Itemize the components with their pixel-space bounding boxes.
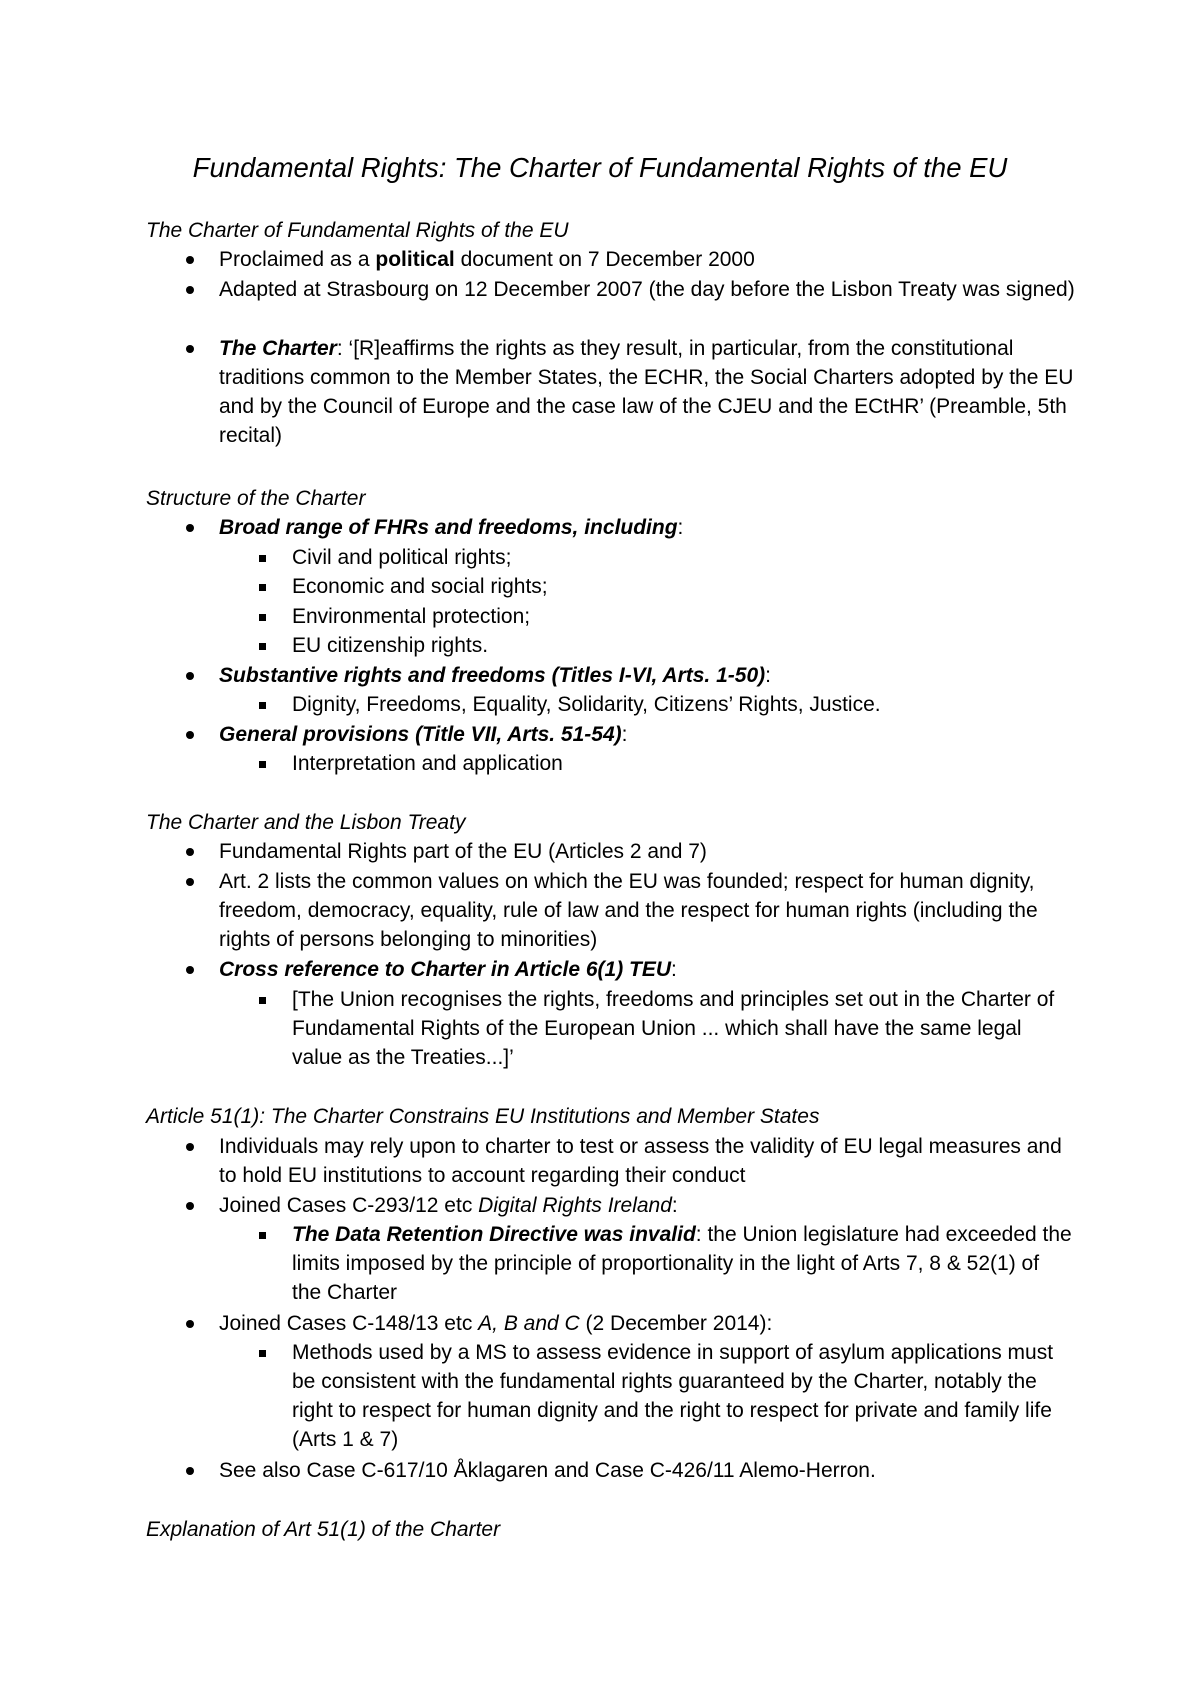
square-bullet-icon [259, 761, 266, 768]
list-item: Individuals may rely upon to charter to test or assess the validity of EU legal measures and to hold EU institutions to account regarding their conduct [219, 1132, 1079, 1190]
bullet-icon [186, 256, 194, 264]
sub-list-item: Civil and political rights; [292, 543, 1072, 572]
section-heading-lisbon: The Charter and the Lisbon Treaty [146, 811, 466, 834]
list-item: Joined Cases C-293/12 etc Digital Rights Ireland: [219, 1191, 1079, 1220]
square-bullet-icon [259, 555, 266, 562]
section-heading-explanation: Explanation of Art 51(1) of the Charter [146, 1518, 501, 1541]
bullet-icon [186, 345, 194, 353]
bullet-icon [186, 1467, 194, 1475]
square-bullet-icon [259, 614, 266, 621]
bullet-icon [186, 524, 194, 532]
sub-list-item: Economic and social rights; [292, 572, 1072, 601]
square-bullet-icon [259, 584, 266, 591]
sub-list-item: Interpretation and application [292, 749, 1072, 778]
list-item: Substantive rights and freedoms (Titles I-VI, Arts. 1-50): [219, 661, 1079, 690]
list-item: Adapted at Strasbourg on 12 December 2007 (the day before the Lisbon Treaty was signed) [219, 275, 1079, 304]
bullet-icon [186, 1202, 194, 1210]
bullet-icon [186, 672, 194, 680]
sub-list-item: EU citizenship rights. [292, 631, 1072, 660]
bullet-icon [186, 966, 194, 974]
bullet-icon [186, 848, 194, 856]
list-item: The Charter: ‘[R]eaffirms the rights as they result, in particular, from the constitutional traditions common to the Member States, the ECHR, the Social Charters adopted by the EU and by the Council of Europe and the case law of the CJEU and the ECtHR’ (Preamble, 5th recital) [219, 334, 1079, 450]
list-item: General provisions (Title VII, Arts. 51-54): [219, 720, 1079, 749]
section-heading-charter: The Charter of Fundamental Rights of the EU [146, 219, 569, 242]
square-bullet-icon [259, 1232, 266, 1239]
bullet-icon [186, 1143, 194, 1151]
sub-list-item: Dignity, Freedoms, Equality, Solidarity, Citizens’ Rights, Justice. [292, 690, 1072, 719]
section-heading-article-51: Article 51(1): The Charter Constrains EU Institutions and Member States [146, 1105, 820, 1128]
square-bullet-icon [259, 702, 266, 709]
list-item: Proclaimed as a political document on 7 December 2000 [219, 245, 1079, 274]
square-bullet-icon [259, 1350, 266, 1357]
bullet-icon [186, 878, 194, 886]
list-item: Art. 2 lists the common values on which the EU was founded; respect for human dignity, freedom, democracy, equality, rule of law and the respect for human rights (including the rights of persons belonging to minorities) [219, 867, 1079, 954]
section-heading-structure: Structure of the Charter [146, 487, 366, 510]
list-item: See also Case C-617/10 Åklagaren and Case C-426/11 Alemo-Herron. [219, 1456, 1079, 1485]
bullet-icon [186, 1320, 194, 1328]
sub-list-item: [The Union recognises the rights, freedoms and principles set out in the Charter of Fundamental Rights of the European Union ... which shall have the same legal value as the Treaties...]’ [292, 985, 1072, 1072]
list-item: Broad range of FHRs and freedoms, including: [219, 513, 1079, 542]
bullet-icon [186, 731, 194, 739]
list-item: Fundamental Rights part of the EU (Articles 2 and 7) [219, 837, 1079, 866]
sub-list-item: The Data Retention Directive was invalid: the Union legislature had exceeded the limits imposed by the principle of proportionality in the light of Arts 7, 8 & 52(1) of the Charter [292, 1220, 1072, 1307]
bullet-icon [186, 286, 194, 294]
sub-list-item: Environmental protection; [292, 602, 1072, 631]
square-bullet-icon [259, 997, 266, 1004]
document-title: Fundamental Rights: The Charter of Fundamental Rights of the EU [192, 152, 1008, 183]
list-item: Cross reference to Charter in Article 6(1) TEU: [219, 955, 1079, 984]
sub-list-item: Methods used by a MS to assess evidence in support of asylum applications must be consistent with the fundamental rights guaranteed by the Charter, notably the right to respect for human dignity and the right to respect for private and family life (Arts 1 & 7) [292, 1338, 1072, 1454]
list-item: Joined Cases C-148/13 etc A, B and C (2 December 2014): [219, 1309, 1079, 1338]
square-bullet-icon [259, 643, 266, 650]
